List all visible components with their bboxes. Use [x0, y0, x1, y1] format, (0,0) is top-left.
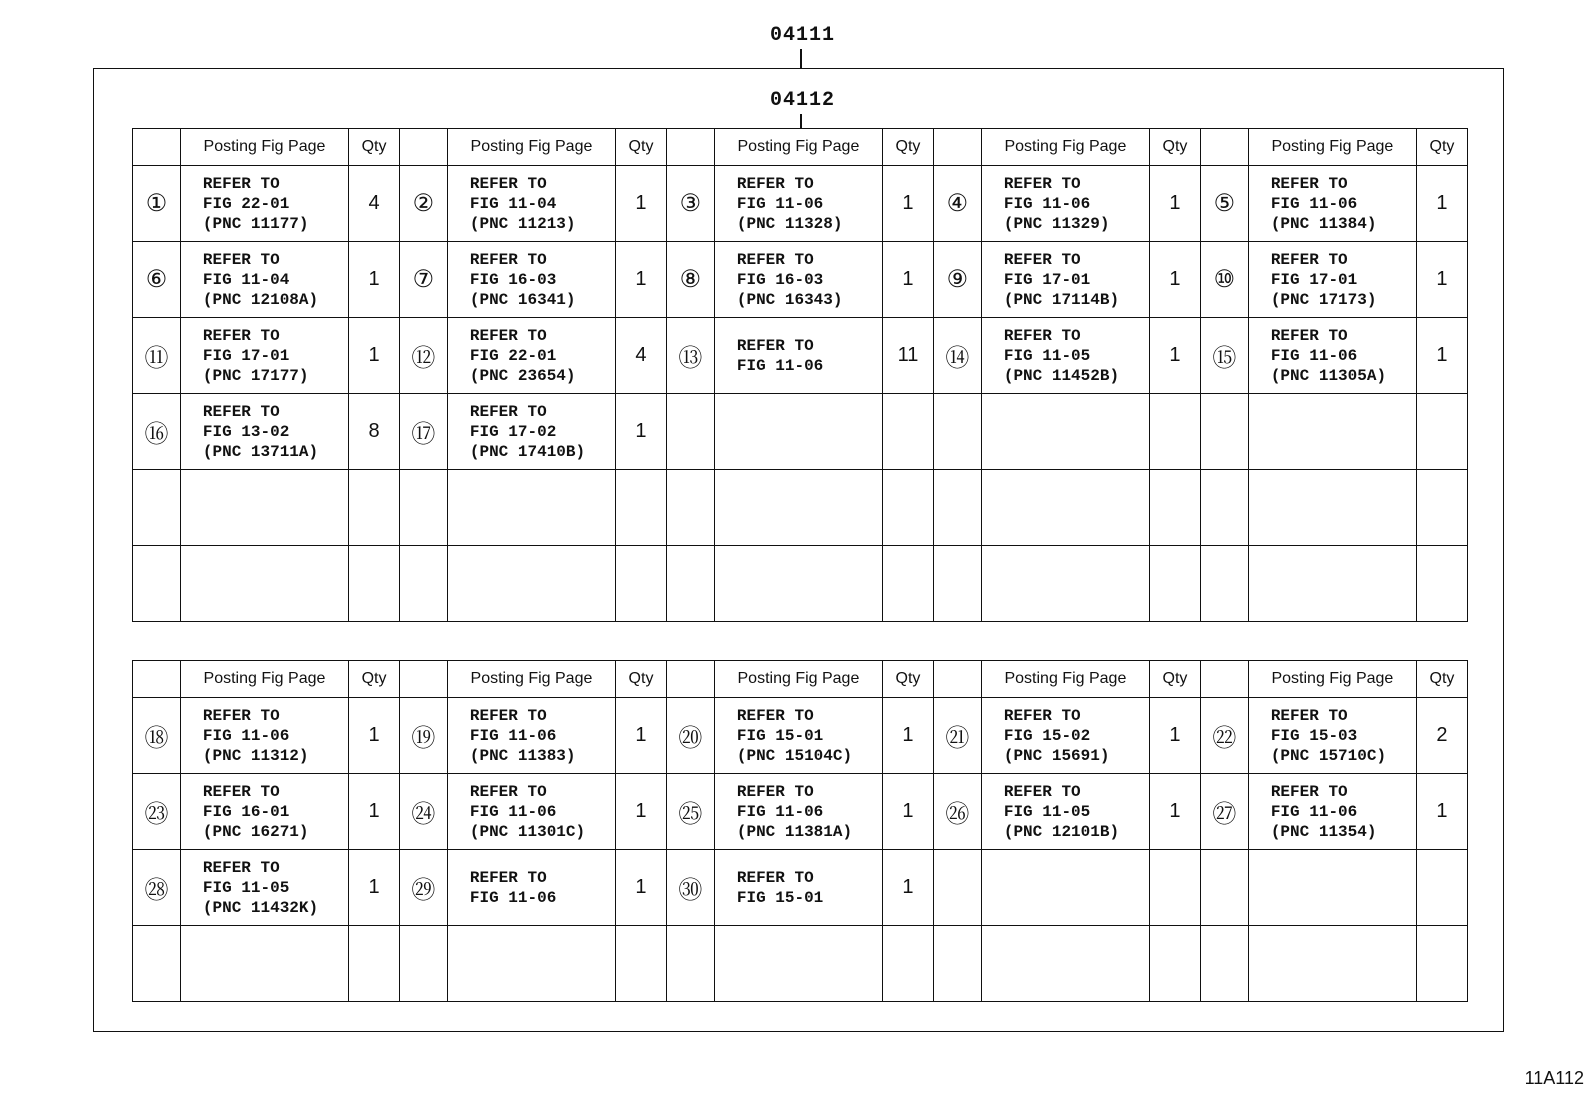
- header-posting-fig-page: Posting Fig Page: [1248, 661, 1416, 698]
- reference-line: REFER TO: [1270, 174, 1348, 193]
- reference-line: (PNC 11177): [202, 214, 309, 233]
- reference-cell: [981, 242, 1149, 318]
- leader-line: [800, 114, 802, 128]
- item-number: [666, 926, 714, 1002]
- quantity-cell: 1: [1149, 774, 1200, 850]
- reference-line: FIG 16-03: [469, 270, 557, 289]
- reference-line: REFER TO: [469, 782, 547, 801]
- reference-line: FIG 17-01: [1270, 270, 1358, 289]
- reference-line: REFER TO: [469, 326, 547, 345]
- parts-table-bottom: [132, 660, 1468, 1002]
- reference-line: (PNC 23654): [469, 366, 576, 385]
- item-number: [1200, 470, 1248, 546]
- item-number: ⑱: [133, 698, 181, 774]
- item-number: [933, 926, 981, 1002]
- reference-line: FIG 11-06: [202, 726, 290, 745]
- quantity-cell: [1149, 546, 1200, 622]
- quantity-cell: 1: [883, 166, 934, 242]
- header-num: [933, 661, 981, 698]
- reference-cell: [447, 242, 615, 318]
- reference-line: (PNC 11301C): [469, 822, 586, 841]
- item-number: [133, 546, 181, 622]
- reference-line: REFER TO: [1270, 706, 1348, 725]
- quantity-cell: [1416, 546, 1467, 622]
- item-number: [933, 394, 981, 470]
- header-qty: Qty: [883, 129, 934, 166]
- header-qty: Qty: [616, 129, 667, 166]
- table-row: [133, 698, 1468, 774]
- reference-cell: [180, 698, 348, 774]
- quantity-cell: 1: [349, 698, 400, 774]
- reference-cell: [1248, 546, 1416, 622]
- quantity-cell: [883, 394, 934, 470]
- item-number: ⑬: [666, 318, 714, 394]
- reference-line: REFER TO: [1003, 782, 1081, 801]
- reference-line: REFER TO: [202, 782, 280, 801]
- reference-cell: [714, 470, 882, 546]
- item-number: [666, 470, 714, 546]
- assembly-code-04111: 04111: [770, 24, 836, 47]
- header-num: [399, 661, 447, 698]
- item-number: ㉗: [1200, 774, 1248, 850]
- header-qty: Qty: [1149, 661, 1200, 698]
- item-number: ⑨: [933, 242, 981, 318]
- reference-line: FIG 11-06: [736, 802, 824, 821]
- reference-line: FIG 22-01: [202, 194, 290, 213]
- leader-line: [800, 49, 802, 68]
- reference-line: (PNC 11312): [202, 746, 309, 765]
- quantity-cell: 1: [349, 774, 400, 850]
- header-row: [133, 129, 1468, 166]
- quantity-cell: [1149, 850, 1200, 926]
- reference-cell: [1248, 242, 1416, 318]
- item-number: ⑫: [399, 318, 447, 394]
- reference-line: FIG 11-06: [736, 356, 824, 375]
- header-qty: Qty: [883, 661, 934, 698]
- reference-cell: [1248, 318, 1416, 394]
- reference-cell: [447, 774, 615, 850]
- reference-line: REFER TO: [202, 174, 280, 193]
- reference-line: REFER TO: [736, 782, 814, 801]
- reference-line: (PNC 17410B): [469, 442, 586, 461]
- header-qty: Qty: [616, 661, 667, 698]
- reference-line: REFER TO: [1003, 250, 1081, 269]
- quantity-cell: [349, 546, 400, 622]
- reference-line: (PNC 13711A): [202, 442, 319, 461]
- reference-cell: [447, 926, 615, 1002]
- quantity-cell: 1: [616, 850, 667, 926]
- quantity-cell: 1: [616, 698, 667, 774]
- quantity-cell: 1: [349, 850, 400, 926]
- table-row: [133, 546, 1468, 622]
- reference-cell: [1248, 774, 1416, 850]
- reference-line: (PNC 17114B): [1003, 290, 1120, 309]
- quantity-cell: [883, 926, 934, 1002]
- reference-cell: [1248, 926, 1416, 1002]
- reference-line: REFER TO: [736, 706, 814, 725]
- item-number: ⑭: [933, 318, 981, 394]
- quantity-cell: [1416, 850, 1467, 926]
- reference-cell: [981, 470, 1149, 546]
- reference-line: (PNC 11452B): [1003, 366, 1120, 385]
- reference-cell: [180, 850, 348, 926]
- reference-cell: [180, 470, 348, 546]
- reference-cell: [981, 166, 1149, 242]
- item-number: ⑤: [1200, 166, 1248, 242]
- reference-cell: [714, 318, 882, 394]
- reference-cell: [1248, 394, 1416, 470]
- table-row: [133, 850, 1468, 926]
- reference-line: (PNC 11213): [469, 214, 576, 233]
- item-number: ⑳: [666, 698, 714, 774]
- parts-table-top: [132, 128, 1468, 622]
- reference-line: REFER TO: [202, 858, 280, 877]
- reference-line: FIG 11-04: [469, 194, 557, 213]
- reference-cell: [447, 546, 615, 622]
- reference-cell: [714, 242, 882, 318]
- header-posting-fig-page: Posting Fig Page: [981, 129, 1149, 166]
- header-posting-fig-page: Posting Fig Page: [981, 661, 1149, 698]
- reference-cell: [981, 698, 1149, 774]
- reference-line: FIG 11-05: [202, 878, 290, 897]
- reference-cell: [981, 926, 1149, 1002]
- header-num: [133, 661, 181, 698]
- reference-cell: [180, 546, 348, 622]
- reference-cell: [714, 926, 882, 1002]
- reference-line: (PNC 17177): [202, 366, 309, 385]
- reference-line: REFER TO: [736, 250, 814, 269]
- reference-line: (PNC 12108A): [202, 290, 319, 309]
- reference-line: FIG 11-06: [469, 888, 557, 907]
- header-posting-fig-page: Posting Fig Page: [714, 129, 882, 166]
- quantity-cell: 1: [616, 166, 667, 242]
- reference-line: REFER TO: [736, 336, 814, 355]
- reference-line: (PNC 12101B): [1003, 822, 1120, 841]
- table-row: [133, 318, 1468, 394]
- reference-line: FIG 22-01: [469, 346, 557, 365]
- header-num: [1200, 129, 1248, 166]
- reference-line: REFER TO: [1270, 782, 1348, 801]
- reference-line: REFER TO: [202, 326, 280, 345]
- reference-line: FIG 16-03: [736, 270, 824, 289]
- item-number: ㉚: [666, 850, 714, 926]
- reference-line: (PNC 16343): [736, 290, 843, 309]
- reference-cell: [981, 850, 1149, 926]
- reference-cell: [714, 546, 882, 622]
- header-posting-fig-page: Posting Fig Page: [180, 129, 348, 166]
- item-number: [399, 926, 447, 1002]
- reference-cell: [1248, 850, 1416, 926]
- quantity-cell: 1: [349, 318, 400, 394]
- reference-cell: [981, 774, 1149, 850]
- reference-line: (PNC 16341): [469, 290, 576, 309]
- reference-line: FIG 11-05: [1003, 346, 1091, 365]
- reference-cell: [714, 774, 882, 850]
- header-posting-fig-page: Posting Fig Page: [447, 129, 615, 166]
- figure-code: 11A112: [1524, 1068, 1584, 1088]
- item-number: ⑯: [133, 394, 181, 470]
- quantity-cell: 1: [1149, 698, 1200, 774]
- header-num: [933, 129, 981, 166]
- table-row: [133, 394, 1468, 470]
- reference-line: FIG 11-06: [1270, 194, 1358, 213]
- item-number: [1200, 394, 1248, 470]
- header-num: [1200, 661, 1248, 698]
- item-number: ⑰: [399, 394, 447, 470]
- reference-line: FIG 17-01: [1003, 270, 1091, 289]
- quantity-cell: 1: [1416, 242, 1467, 318]
- quantity-cell: 1: [883, 850, 934, 926]
- item-number: ㉕: [666, 774, 714, 850]
- quantity-cell: [616, 926, 667, 1002]
- header-posting-fig-page: Posting Fig Page: [714, 661, 882, 698]
- reference-line: (PNC 11381A): [736, 822, 853, 841]
- header-qty: Qty: [1416, 661, 1467, 698]
- reference-line: REFER TO: [1003, 174, 1081, 193]
- quantity-cell: 1: [349, 242, 400, 318]
- quantity-cell: 11: [883, 318, 934, 394]
- item-number: ⑪: [133, 318, 181, 394]
- header-num: [666, 129, 714, 166]
- reference-cell: [180, 926, 348, 1002]
- item-number: ⑲: [399, 698, 447, 774]
- reference-cell: [1248, 698, 1416, 774]
- item-number: [666, 546, 714, 622]
- item-number: ④: [933, 166, 981, 242]
- reference-line: (PNC 11354): [1270, 822, 1377, 841]
- quantity-cell: [883, 470, 934, 546]
- header-qty: Qty: [1416, 129, 1467, 166]
- reference-cell: [714, 850, 882, 926]
- quantity-cell: 1: [1149, 166, 1200, 242]
- reference-cell: [1248, 470, 1416, 546]
- reference-cell: [180, 318, 348, 394]
- reference-line: (PNC 11383): [469, 746, 576, 765]
- reference-line: REFER TO: [736, 868, 814, 887]
- reference-line: (PNC 15104C): [736, 746, 853, 765]
- reference-cell: [447, 318, 615, 394]
- table-row: [133, 470, 1468, 546]
- reference-line: REFER TO: [469, 402, 547, 421]
- quantity-cell: 8: [349, 394, 400, 470]
- reference-line: FIG 16-01: [202, 802, 290, 821]
- assembly-code-04112: 04112: [770, 89, 836, 112]
- quantity-cell: 1: [1416, 774, 1467, 850]
- reference-cell: [447, 166, 615, 242]
- reference-line: (PNC 11329): [1003, 214, 1110, 233]
- table-row: [133, 242, 1468, 318]
- quantity-cell: 4: [616, 318, 667, 394]
- header-posting-fig-page: Posting Fig Page: [180, 661, 348, 698]
- reference-cell: [447, 698, 615, 774]
- quantity-cell: 1: [1149, 242, 1200, 318]
- quantity-cell: 2: [1416, 698, 1467, 774]
- quantity-cell: [1416, 926, 1467, 1002]
- quantity-cell: 1: [616, 394, 667, 470]
- quantity-cell: 1: [1416, 166, 1467, 242]
- reference-line: FIG 11-04: [202, 270, 290, 289]
- quantity-cell: [1149, 394, 1200, 470]
- reference-line: REFER TO: [1003, 706, 1081, 725]
- reference-line: (PNC 16271): [202, 822, 309, 841]
- reference-cell: [714, 394, 882, 470]
- quantity-cell: [1416, 394, 1467, 470]
- reference-line: (PNC 15691): [1003, 746, 1110, 765]
- reference-line: (PNC 11384): [1270, 214, 1377, 233]
- reference-cell: [180, 242, 348, 318]
- reference-cell: [981, 394, 1149, 470]
- header-num: [666, 661, 714, 698]
- item-number: ㉘: [133, 850, 181, 926]
- reference-line: REFER TO: [202, 250, 280, 269]
- item-number: [933, 470, 981, 546]
- quantity-cell: [1416, 470, 1467, 546]
- item-number: [399, 470, 447, 546]
- item-number: ②: [399, 166, 447, 242]
- reference-line: (PNC 17173): [1270, 290, 1377, 309]
- quantity-cell: 4: [349, 166, 400, 242]
- reference-line: (PNC 11305A): [1270, 366, 1387, 385]
- item-number: ㉔: [399, 774, 447, 850]
- reference-line: (PNC 11432K): [202, 898, 319, 917]
- reference-cell: [714, 698, 882, 774]
- reference-line: FIG 11-06: [1270, 802, 1358, 821]
- item-number: ㉑: [933, 698, 981, 774]
- item-number: ㉓: [133, 774, 181, 850]
- quantity-cell: 1: [616, 242, 667, 318]
- header-row: [133, 661, 1468, 698]
- quantity-cell: [616, 470, 667, 546]
- item-number: [399, 546, 447, 622]
- item-number: ㉖: [933, 774, 981, 850]
- header-num: [133, 129, 181, 166]
- quantity-cell: [349, 926, 400, 1002]
- header-posting-fig-page: Posting Fig Page: [447, 661, 615, 698]
- reference-line: REFER TO: [1270, 250, 1348, 269]
- reference-cell: [981, 318, 1149, 394]
- quantity-cell: 1: [883, 774, 934, 850]
- item-number: ⑧: [666, 242, 714, 318]
- reference-cell: [447, 394, 615, 470]
- quantity-cell: 1: [883, 242, 934, 318]
- reference-cell: [714, 166, 882, 242]
- item-number: [933, 546, 981, 622]
- quantity-cell: [1149, 470, 1200, 546]
- reference-line: FIG 15-03: [1270, 726, 1358, 745]
- quantity-cell: 1: [1149, 318, 1200, 394]
- header-posting-fig-page: Posting Fig Page: [1248, 129, 1416, 166]
- header-qty: Qty: [1149, 129, 1200, 166]
- item-number: [1200, 850, 1248, 926]
- reference-line: FIG 17-02: [469, 422, 557, 441]
- reference-line: REFER TO: [202, 706, 280, 725]
- reference-line: FIG 17-01: [202, 346, 290, 365]
- table-row: [133, 774, 1468, 850]
- reference-line: (PNC 15710C): [1270, 746, 1387, 765]
- reference-line: FIG 15-02: [1003, 726, 1091, 745]
- reference-line: REFER TO: [1003, 326, 1081, 345]
- quantity-cell: [1149, 926, 1200, 1002]
- item-number: ㉒: [1200, 698, 1248, 774]
- reference-line: REFER TO: [469, 706, 547, 725]
- reference-cell: [1248, 166, 1416, 242]
- item-number: ③: [666, 166, 714, 242]
- reference-line: REFER TO: [736, 174, 814, 193]
- reference-cell: [180, 774, 348, 850]
- reference-line: FIG 13-02: [202, 422, 290, 441]
- item-number: ⑥: [133, 242, 181, 318]
- item-number: ⑦: [399, 242, 447, 318]
- reference-line: FIG 11-06: [1003, 194, 1091, 213]
- reference-line: FIG 11-06: [1270, 346, 1358, 365]
- item-number: [933, 850, 981, 926]
- reference-cell: [981, 546, 1149, 622]
- quantity-cell: 1: [883, 698, 934, 774]
- reference-line: FIG 11-05: [1003, 802, 1091, 821]
- quantity-cell: [616, 546, 667, 622]
- header-qty: Qty: [349, 661, 400, 698]
- reference-line: REFER TO: [202, 402, 280, 421]
- reference-cell: [180, 394, 348, 470]
- item-number: ⑩: [1200, 242, 1248, 318]
- item-number: ㉙: [399, 850, 447, 926]
- reference-line: REFER TO: [469, 250, 547, 269]
- item-number: ⑮: [1200, 318, 1248, 394]
- reference-line: REFER TO: [1270, 326, 1348, 345]
- item-number: [1200, 546, 1248, 622]
- reference-cell: [447, 850, 615, 926]
- item-number: [133, 926, 181, 1002]
- reference-cell: [180, 166, 348, 242]
- quantity-cell: 1: [1416, 318, 1467, 394]
- reference-cell: [447, 470, 615, 546]
- reference-line: FIG 15-01: [736, 888, 824, 907]
- table-row: [133, 926, 1468, 1002]
- header-num: [399, 129, 447, 166]
- item-number: [666, 394, 714, 470]
- item-number: [1200, 926, 1248, 1002]
- quantity-cell: [883, 546, 934, 622]
- header-qty: Qty: [349, 129, 400, 166]
- quantity-cell: 1: [616, 774, 667, 850]
- reference-line: (PNC 11328): [736, 214, 843, 233]
- quantity-cell: [349, 470, 400, 546]
- table-row: [133, 166, 1468, 242]
- reference-line: FIG 11-06: [736, 194, 824, 213]
- reference-line: FIG 11-06: [469, 726, 557, 745]
- reference-line: REFER TO: [469, 868, 547, 887]
- item-number: ①: [133, 166, 181, 242]
- reference-line: REFER TO: [469, 174, 547, 193]
- reference-line: FIG 11-06: [469, 802, 557, 821]
- reference-line: FIG 15-01: [736, 726, 824, 745]
- item-number: [133, 470, 181, 546]
